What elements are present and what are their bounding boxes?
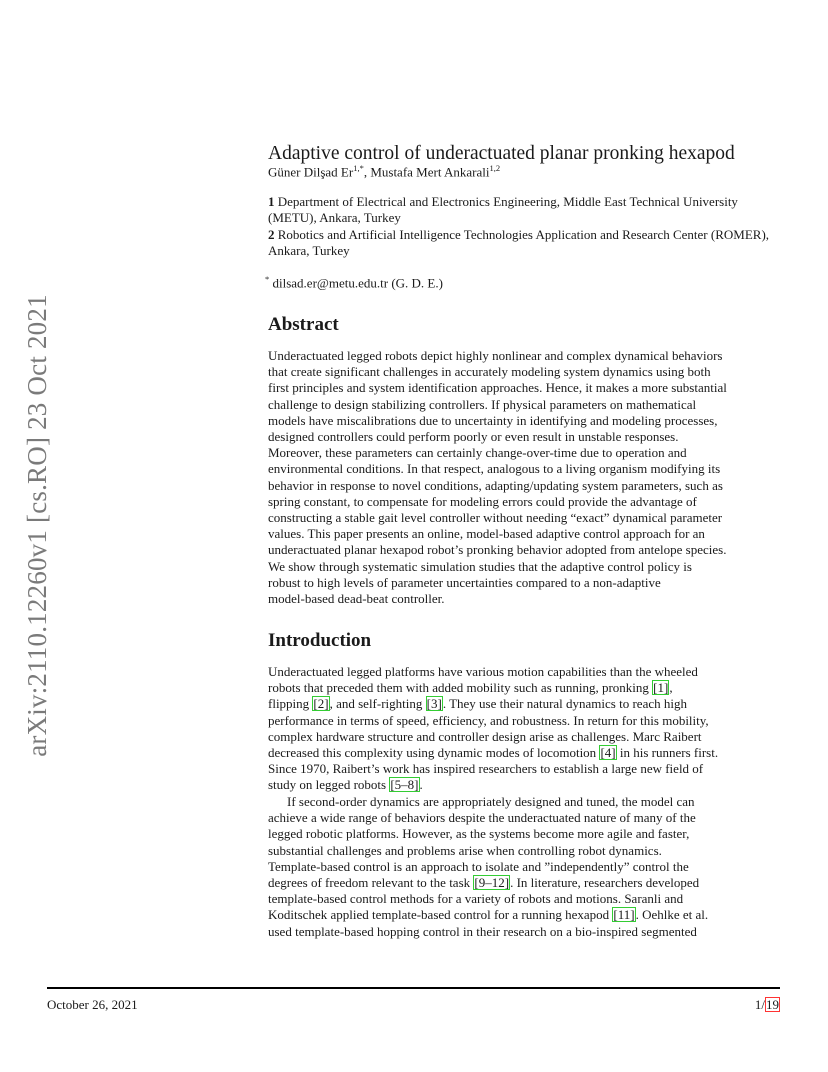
citation-link[interactable]: [9–12]	[474, 875, 510, 891]
abstract-line: constructing a stable gait level controller without needing “exact” dynamical parameter	[268, 510, 723, 526]
citation-link[interactable]: [1]	[653, 680, 669, 696]
affiliation-number: 1	[268, 194, 275, 209]
affiliation-number: 2	[268, 226, 275, 242]
page-current: 1/	[754, 997, 765, 1012]
line-text: robots that preceded them with added mobility such as running, pronking	[268, 680, 653, 696]
paragraph-line: Underactuated legged platforms have various motion capabilities than the wheeled	[268, 664, 698, 679]
line-text: ,	[669, 680, 673, 696]
corresponding-marker: *	[265, 274, 270, 284]
paragraph-line: legged robotic platforms. However, as the systems become more agile and faster,	[268, 826, 690, 842]
abstract-line: underactuated planar hexapod robot’s pronking behavior adopted from antelope species.	[268, 542, 727, 558]
abstract-line: spring constant, to compensate for modeling errors could provide the advantage of	[268, 493, 697, 509]
line-text: . They use their natural dynamics to reach high	[442, 696, 687, 712]
line-text: flipping	[268, 696, 313, 712]
author-affiliation-marker: 1,*	[353, 163, 364, 173]
paragraph-line: substantial challenges and problems arise when controlling robot dynamics.	[268, 842, 662, 858]
paragraph-line	[268, 680, 788, 696]
abstract-line: first principles and system identification approaches. Hence, it makes a more substantial	[268, 380, 727, 396]
abstract-line: values. This paper presents an online, model-based adaptive control approach for an	[268, 526, 705, 542]
citation-link[interactable]: [2]	[313, 696, 329, 712]
abstract-line: challenge to design stabilizing controllers. If physical parameters on mathematical	[268, 396, 697, 412]
abstract-line: Underactuated legged robots depict highly nonlinear and complex dynamical behaviors	[268, 348, 723, 363]
affiliations	[268, 194, 788, 259]
introduction-paragraph-2	[268, 794, 788, 940]
line-text: in his runners first.	[616, 745, 719, 761]
footer-date: October 26, 2021	[47, 997, 138, 1012]
abstract-line: model-based dead-beat controller.	[268, 591, 445, 607]
page-total-link[interactable]: 19	[766, 997, 779, 1012]
paragraph-line: If second-order dynamics are appropriately designed and tuned, the model can	[287, 794, 695, 809]
line-text: .	[419, 777, 423, 793]
affiliation-text: Department of Electrical and Electronics Engineering, Middle East Technical University (METU), Ankara, Turkey	[268, 194, 738, 226]
line-text: study on legged robots	[268, 777, 390, 793]
paragraph-line: template-based control methods for a variety of robots and motions. Saranli and	[268, 891, 684, 907]
paragraph-line	[268, 745, 788, 761]
author-list	[268, 163, 500, 180]
affiliation-text: Robotics and Artificial Intelligence Technologies Application and Research Center (ROMER), Ankara, Turkey	[268, 226, 770, 258]
abstract-line: robust to high levels of parameter uncertainties compared to a non-adaptive	[268, 574, 661, 590]
abstract-line: designed controllers could perform poorly or even result in unstable responses.	[268, 429, 679, 445]
footer-divider	[47, 987, 780, 989]
abstract-line: Moreover, these parameters can certainly change-over-time due to operation and	[268, 445, 687, 461]
line-text: decreased this complexity using dynamic modes of locomotion	[268, 745, 600, 761]
email-text: dilsad.er@metu.edu.tr (G. D. E.)	[269, 275, 443, 291]
line-text: . In literature, researchers developed	[510, 875, 700, 891]
paragraph-line: achieve a wide range of behaviors despite the underactuated nature of many of the	[268, 810, 696, 826]
introduction-paragraph-1	[268, 664, 788, 794]
citation-link[interactable]: [4]	[600, 745, 616, 761]
abstract-line: models have miscalibrations due to uncertainty in identifying and modeling processes,	[268, 412, 718, 428]
paragraph-line	[268, 777, 788, 793]
abstract-line: We show through systematic simulation studies that the adaptive control policy is	[268, 558, 692, 574]
author-affiliation-marker: 1,2	[489, 163, 501, 173]
author-name: Güner Dilşad Er	[268, 164, 354, 180]
affiliation-2	[268, 227, 788, 260]
author-name: Mustafa Mert Ankarali	[370, 164, 490, 180]
line-text: degrees of freedom relevant to the task	[268, 875, 474, 891]
paragraph-line: Since 1970, Raibert’s work has inspired researchers to establish a large new field of	[268, 761, 704, 777]
affiliation-1	[268, 194, 788, 227]
abstract-line: behavior in response to novel conditions, adapting/updating system parameters, such as	[268, 477, 723, 493]
line-text: , and self-righting	[329, 696, 426, 712]
introduction-heading: Introduction	[268, 630, 372, 651]
line-text: . Oehlke et al.	[635, 907, 709, 923]
paper-title: Adaptive control of underactuated planar pronking hexapod	[268, 143, 735, 164]
arxiv-id: arXiv:2110.12260v1 [cs.RO] 23 Oct 2021	[21, 293, 52, 757]
citation-link[interactable]: [3]	[426, 696, 442, 712]
paragraph-line: used template-based hopping control in their research on a bio-inspired segmented	[268, 923, 697, 939]
paragraph-line: performance in terms of speed, efficiency, and robustness. In return for this mobility,	[268, 712, 709, 728]
line-text: Koditschek applied template-based control for a running hexapod	[268, 907, 613, 923]
abstract-heading: Abstract	[268, 314, 339, 335]
paragraph-line: complex hardware structure and controller design arise as challenges. Marc Raibert	[268, 728, 702, 744]
arxiv-sidebar-stamp	[2, 290, 72, 760]
citation-link[interactable]: [11]	[613, 907, 635, 923]
paragraph-line: Template-based control is an approach to isolate and ”independently” control the	[268, 858, 689, 874]
corresponding-email	[265, 274, 443, 291]
citation-link[interactable]: [5–8]	[390, 777, 419, 793]
page-number	[755, 997, 780, 1013]
abstract-body	[268, 348, 788, 607]
paragraph-line	[268, 875, 788, 891]
author-separator: ,	[363, 164, 371, 180]
abstract-line: environmental conditions. In that respect, analogous to a living organism modifying its	[268, 461, 721, 477]
abstract-line: that create significant challenges in accurately modeling system dynamics using both	[268, 364, 711, 380]
paragraph-line	[268, 907, 788, 923]
paragraph-line	[268, 696, 788, 712]
